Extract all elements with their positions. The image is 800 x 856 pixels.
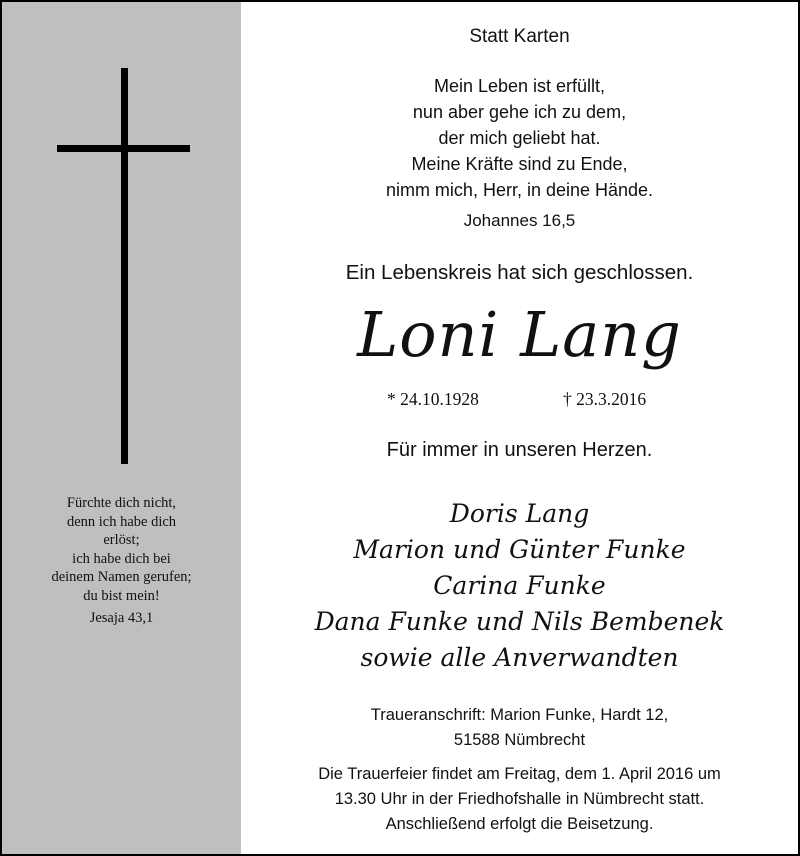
mourner: Doris Lang xyxy=(449,499,590,528)
mourning-address xyxy=(241,703,798,753)
verse-line: nimm mich, Herr, in deine Hände. xyxy=(385,180,654,200)
sidebar-verse-line: denn ich habe dich xyxy=(66,513,177,530)
mourner: Marion und Günter Funke xyxy=(353,535,686,564)
service-line: Die Trauerfeier findet am Freitag, dem 1. April 2016 um xyxy=(318,765,721,783)
sidebar-verse-line: erlöst; xyxy=(103,532,140,548)
circle-line: Ein Lebenskreis hat sich geschlossen. xyxy=(345,261,694,284)
sidebar-verse xyxy=(2,494,241,628)
mourners-list xyxy=(241,496,798,676)
sidebar-verse-line: ich habe dich bei xyxy=(72,550,171,567)
main-panel xyxy=(241,2,798,854)
death-date: † 23.3.2016 xyxy=(563,389,647,409)
cross-icon-crossbar xyxy=(57,145,190,152)
bible-verse xyxy=(241,73,798,203)
verse-line: Mein Leben ist erfüllt, xyxy=(433,76,606,96)
birth-date: * 24.10.1928 xyxy=(387,389,479,409)
sidebar-verse-line: Fürchte dich nicht, xyxy=(66,495,177,511)
address-line: Traueranschrift: Marion Funke, Hardt 12, xyxy=(370,706,669,724)
service-line: 13.30 Uhr in der Friedhofshalle in Nümbrecht statt. xyxy=(334,790,705,808)
mourner: Carina Funke xyxy=(433,571,606,600)
address-line: 51588 Nümbrecht xyxy=(453,731,586,749)
sidebar-verse-line: du bist mein! xyxy=(83,587,160,604)
verse-line: nun aber gehe ich zu dem, xyxy=(412,102,627,122)
sidebar-panel xyxy=(2,2,241,854)
deceased-name: Loni Lang xyxy=(357,298,682,371)
mourner: Dana Funke und Nils Bembenek xyxy=(314,607,725,636)
memory-line: Für immer in unseren Herzen. xyxy=(386,439,653,461)
service-line: Anschließend erfolgt die Beisetzung. xyxy=(385,815,654,833)
cross-icon xyxy=(121,68,128,464)
verse-reference: Johannes 16,5 xyxy=(463,211,576,230)
sidebar-verse-line: deinem Namen gerufen; xyxy=(51,569,192,585)
sidebar-verse-reference: Jesaja 43,1 xyxy=(89,610,154,626)
mourner: sowie alle Anverwandten xyxy=(360,643,679,672)
heading: Statt Karten xyxy=(469,26,570,47)
funeral-service-info xyxy=(241,762,798,837)
verse-line: Meine Kräfte sind zu Ende, xyxy=(411,154,628,174)
verse-line: der mich geliebt hat. xyxy=(438,128,601,148)
